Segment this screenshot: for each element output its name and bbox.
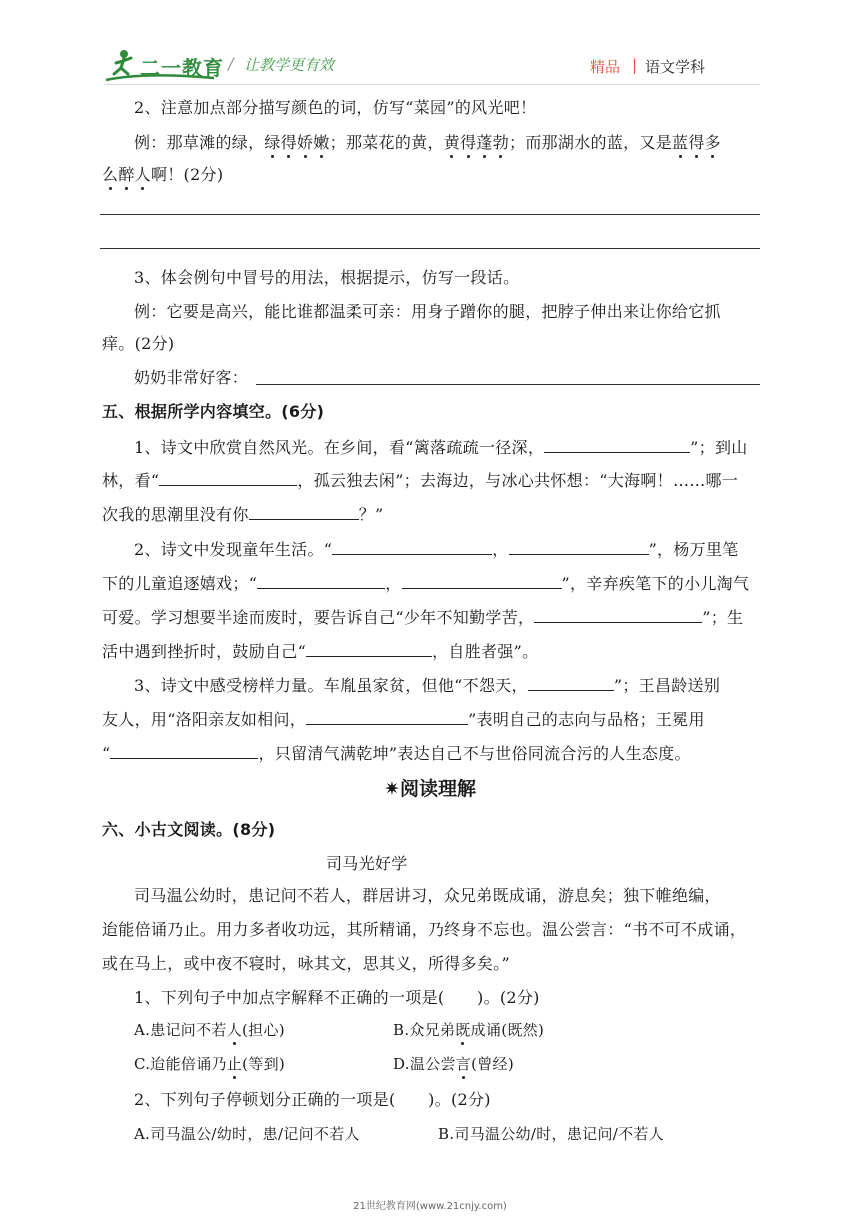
header-bar: | (632, 56, 638, 74)
q4-item2-title: 2、注意加点部分描写颜色的词，仿写“菜园”的风光吧！ (134, 98, 537, 117)
passage-line: 司马温公幼时，患记问不若人，群居讲习，众兄弟既成诵，游息矣；独下帷绝编， (134, 886, 721, 905)
star-icon: ✷ (384, 778, 400, 800)
q5-line (102, 708, 705, 730)
fill-blank[interactable] (534, 606, 702, 623)
example-text: ；那菜花的黄， (329, 133, 444, 152)
fill-blank[interactable] (402, 572, 562, 589)
fill-blank[interactable] (159, 469, 297, 486)
q4-item2-example-cont (102, 165, 223, 185)
q4-item3-example: 例：它要是高兴，能比谁都温柔可亲：用身子蹭你的腿，把脖子伸出来让你给它抓 (134, 302, 721, 321)
example-text: 啊！(2分) (150, 165, 224, 184)
option-text: B.众兄弟 (393, 1021, 456, 1039)
q6-title: 六、小古文阅读。(8分) (102, 820, 276, 839)
header-slogan: 让教学更有效 (244, 56, 335, 74)
passage-line: 迨能倍诵乃止。用力多者收功远，其所精诵，乃终身不忘也。温公尝言：“书不可不成诵， (102, 920, 747, 939)
option-text: (担心) (242, 1021, 285, 1039)
fill-blank[interactable] (509, 538, 649, 555)
q5-text: 友人，用“洛阳亲友如相问， (102, 710, 307, 729)
section-title: 阅读理解 (399, 778, 476, 800)
q5-text: 下的儿童追逐嬉戏；“ (102, 574, 258, 593)
header-subject: 语文学科 (645, 58, 706, 76)
dotted-char: 多 (704, 133, 721, 152)
q5-line (134, 674, 720, 696)
q5-text: ，孤云独去闲”；去海边，与冰心共怀想：“大海啊！……哪一 (297, 471, 739, 490)
q5-text: ， (492, 540, 509, 559)
option-text: A.患记问不若 (134, 1021, 227, 1039)
q4-item3-title: 3、体会例句中冒号的用法，根据提示，仿写一段话。 (134, 268, 520, 287)
q5-text: ？” (358, 505, 384, 524)
page-header (0, 0, 860, 90)
dotted-char: 得 (460, 133, 477, 152)
dotted-char: 嫩 (313, 133, 330, 152)
dotted-word (444, 133, 509, 152)
q5-text: ”；到山 (690, 438, 748, 457)
dotted-word (264, 133, 329, 152)
dotted-char: 黄 (443, 133, 461, 152)
q5-text: 活中遇到挫折时，鼓励自己“ (102, 642, 307, 661)
option-text: C.迨能倍诵乃 (134, 1055, 227, 1073)
q5-text: 可爱。学习想要半途而废时，要告诉自己“少年不知勤学苦， (102, 608, 535, 627)
q5-line (102, 503, 383, 525)
example-text: ；而那湖水的蓝，又是 (509, 133, 673, 152)
dotted-char: 娇 (297, 133, 314, 152)
fill-blank[interactable] (306, 708, 468, 725)
option-text: (等到) (242, 1055, 286, 1073)
q5-line (134, 436, 748, 458)
dotted-char: 勃 (492, 133, 510, 152)
passage-line: 或在马上，或中夜不寝时，咏其文，思其义，所得多矣。” (102, 954, 510, 973)
fill-blank[interactable] (257, 572, 385, 589)
fill-blank[interactable] (306, 640, 432, 657)
q4-item3-example-cont: 痒。(2分) (102, 334, 175, 353)
option-b[interactable] (393, 1020, 544, 1040)
answer-line[interactable] (256, 384, 760, 385)
dotted-char: 得 (688, 133, 705, 152)
dotted-char: 言 (455, 1055, 472, 1073)
dotted-char: 既 (455, 1021, 471, 1039)
q5-line (102, 606, 743, 628)
option-a[interactable]: A.司马温公/幼时，患/记问不若人 (134, 1125, 360, 1143)
dotted-char: 醉 (118, 165, 135, 184)
fill-blank[interactable] (249, 503, 359, 520)
q5-line (102, 572, 749, 594)
option-b[interactable]: B.司马温公幼/时，患记问/不若人 (438, 1125, 664, 1143)
fill-blank[interactable] (110, 742, 258, 759)
answer-line[interactable] (100, 248, 760, 249)
logo-text: 二一教育 (140, 56, 224, 80)
q6-sub2: 2、下列句子停顿划分正确的一项是( )。(2分) (134, 1090, 491, 1109)
option-text: 成诵(既然) (470, 1021, 545, 1039)
dotted-word (102, 165, 151, 184)
dotted-char: 绿 (264, 133, 281, 152)
dotted-char: 得 (280, 133, 298, 152)
q5-text: ”，杨万里笔 (648, 540, 739, 559)
answer-line[interactable] (100, 214, 760, 215)
q5-line (102, 640, 538, 662)
option-a[interactable] (134, 1020, 285, 1040)
q5-text: ”；王昌龄送别 (613, 676, 721, 695)
q5-text: ”；生 (702, 608, 744, 627)
q5-text: ”，辛弃疾笔下的小儿淘气 (561, 574, 750, 593)
q5-text: ，只留清气满乾坤”表达自己不与世俗同流合污的人生态度。 (258, 744, 691, 763)
q5-line (102, 469, 738, 491)
q5-text: 次我的思潮里没有你 (102, 505, 249, 524)
dotted-char: 人 (134, 165, 151, 184)
q5-line (102, 742, 691, 764)
option-text: (曾经) (471, 1055, 514, 1073)
header-divider: / (228, 54, 234, 73)
dotted-char: 么 (102, 165, 119, 184)
header-tag: 精品 (590, 58, 621, 76)
section-heading (0, 778, 860, 800)
q5-text: 2、诗文中发现童年生活。“ (134, 540, 333, 559)
option-d[interactable] (393, 1054, 514, 1074)
dotted-char: 人 (226, 1021, 243, 1039)
q6-sub1: 1、下列句子中加点字解释不正确的一项是( )。(2分) (134, 988, 540, 1007)
q5-text: 林，看“ (102, 471, 160, 490)
dotted-char: 蓬 (476, 133, 493, 152)
option-text: D.温公尝 (393, 1055, 456, 1073)
q5-text: ， (385, 574, 402, 593)
q5-text: 1、诗文中欣赏自然风光。在乡间，看“篱落疏疏一径深， (134, 438, 545, 457)
q5-text: 3、诗文中感受榜样力量。车胤虽家贫，但他“不怨天， (134, 676, 528, 695)
passage-title: 司马光好学 (326, 854, 408, 873)
q5-title: 五、根据所学内容填空。(6分) (102, 402, 325, 421)
footer-source: 21世纪教育网(www.21cnjy.com) (353, 1201, 507, 1212)
q4-item3-prompt: 奶奶非常好客： (134, 368, 249, 387)
fill-blank[interactable] (332, 538, 492, 555)
q5-text: ，自胜者强”。 (432, 642, 539, 661)
q4-item2-example (134, 133, 721, 153)
dotted-char: 止 (226, 1055, 243, 1073)
dotted-char: 蓝 (672, 133, 689, 152)
q5-text: ”表明自己的志向与品格；王冕用 (468, 710, 705, 729)
fill-blank[interactable] (544, 436, 690, 453)
example-text: 例：那草滩的绿， (134, 133, 265, 152)
header-rule (104, 84, 760, 85)
q5-text: “ (102, 744, 111, 763)
dotted-word (672, 133, 721, 152)
option-c[interactable] (134, 1054, 285, 1074)
q5-line (134, 538, 739, 560)
fill-blank[interactable] (528, 674, 614, 691)
